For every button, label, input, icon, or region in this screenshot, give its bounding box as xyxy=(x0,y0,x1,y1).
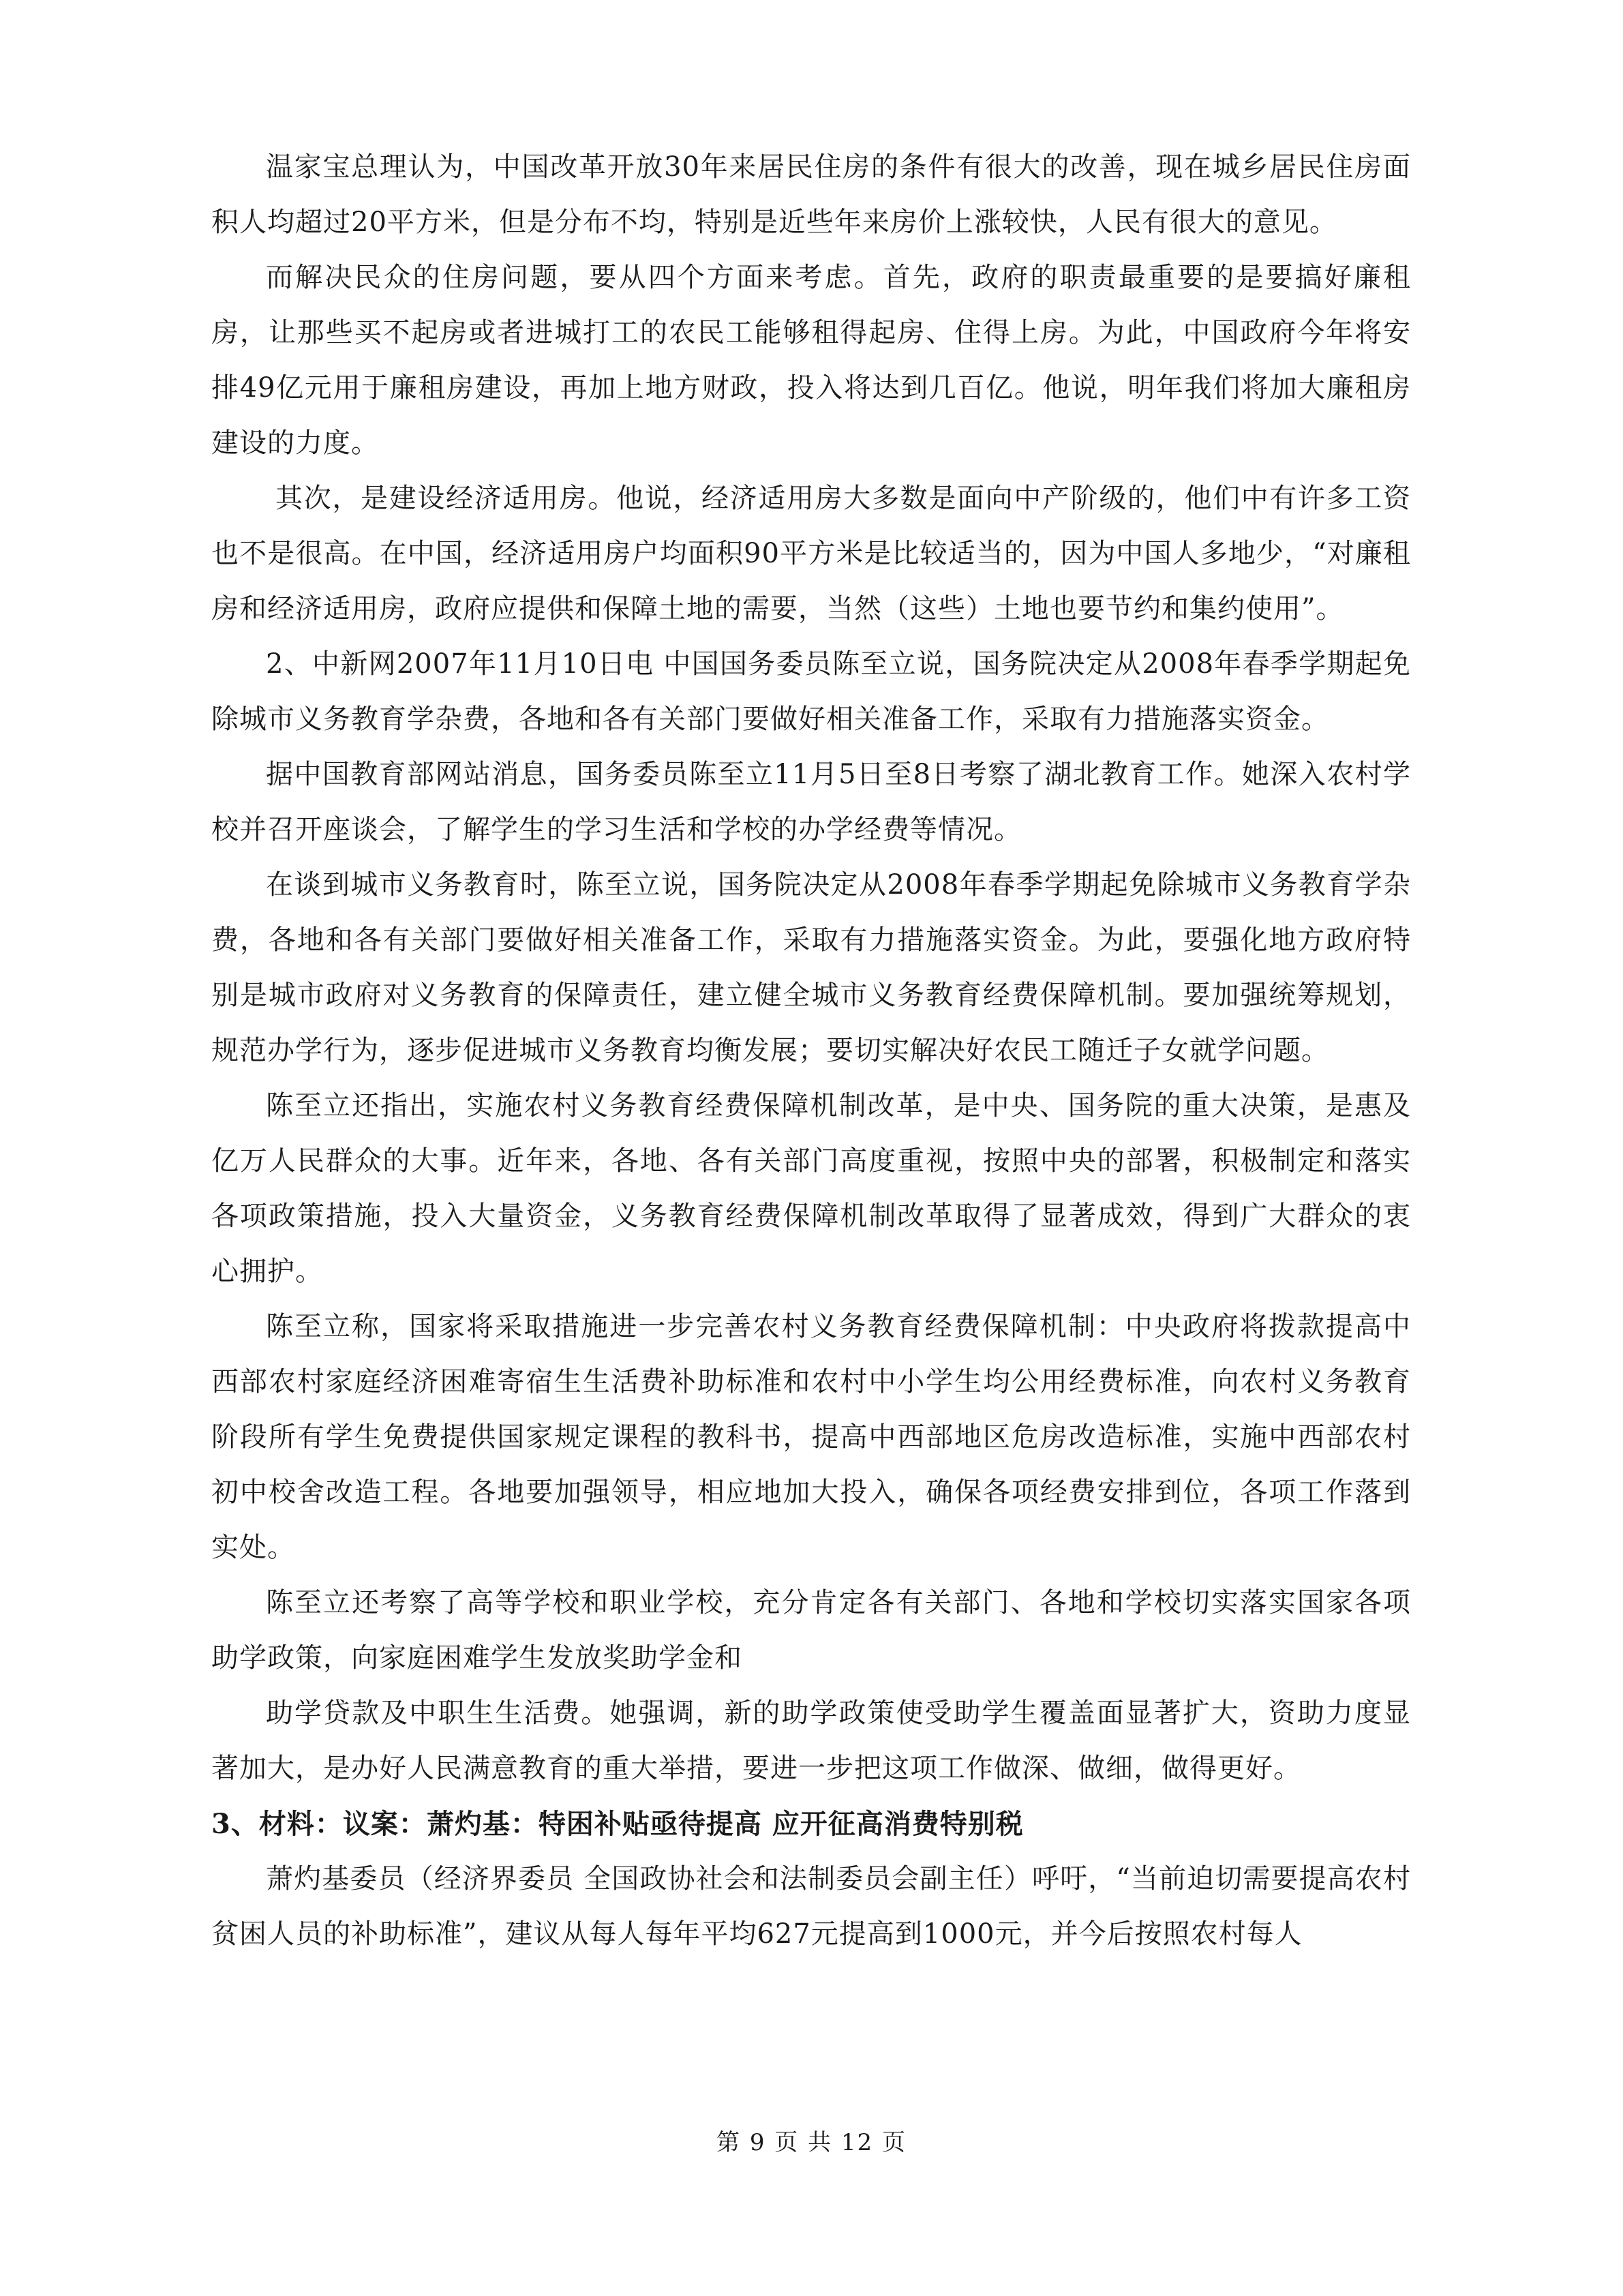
paragraph-low-rent-housing: 而解决民众的住房问题，要从四个方面来考虑。首先，政府的职责最重要的是要搞好廉租房，让那些买不起房或者进城打工的农民工能够租得起房、住得上房。为此，中国政府今年将安排49亿元用于廉租房建设，再加上地方财政，投入将达到几百亿。他说，明年我们将加大廉租房建设的力度。 xyxy=(211,262,1411,459)
paragraph-affordable-housing: 其次，是建设经济适用房。他说，经济适用房大多数是面向中产阶级的，他们中有许多工资也不是很高。在中国，经济适用房户均面积90平方米是比较适当的，因为中国人多地少，“对廉租房和经济适用房，政府应提供和保障土地的需要，当然（这些）土地也要节约和集约使用”。 xyxy=(211,483,1411,624)
section-heading-material-3: 3、材料：议案：萧灼基：特困补贴亟待提高 应开征高消费特别税 xyxy=(211,1808,1024,1840)
paragraph-xiao-zhuoji-proposal: 萧灼基委员（经济界委员 全国政协社会和法制委员会副主任）呼吁，“当前迫切需要提高农村贫困人员的补助标准”，建议从每人每年平均627元提高到1000元，并今后按照农村每人 xyxy=(211,1863,1411,1950)
paragraph-student-aid: 助学贷款及中职生生活费。她强调，新的助学政策使受助学生覆盖面显著扩大，资助力度显著加大，是办好人民满意教育的重大举措，要进一步把这项工作做深、做细，做得更好。 xyxy=(211,1697,1411,1784)
paragraph-rural-funding-reform: 陈至立还指出，实施农村义务教育经费保障机制改革，是中央、国务院的重大决策，是惠及亿万人民群众的大事。近年来，各地、各有关部门高度重视，按照中央的部署，积极制定和落实各项政策措施，投入大量资金，义务教育经费保障机制改革取得了显著成效，得到广大群众的衷心拥护。 xyxy=(211,1090,1411,1287)
paragraph-hubei-inspection: 据中国教育部网站消息，国务委员陈至立11月5日至8日考察了湖北教育工作。她深入农村学校并召开座谈会，了解学生的学习生活和学校的办学经费等情况。 xyxy=(211,759,1411,845)
document-body xyxy=(211,140,1411,1962)
paragraph-urban-compulsory-education: 在谈到城市义务教育时，陈至立说，国务院决定从2008年春季学期起免除城市义务教育学杂费，各地和各有关部门要做好相关准备工作，采取有力措施落实资金。为此，要强化地方政府特别是城市政府对义务教育的保障责任，建立健全城市义务教育经费保障机制。要加强统筹规划，规范办学行为，逐步促进城市义务教育均衡发展；要切实解决好农民工随迁子女就学问题。 xyxy=(211,869,1411,1066)
paragraph-improvement-measures: 陈至立称，国家将采取措施进一步完善农村义务教育经费保障机制：中央政府将拨款提高中西部农村家庭经济困难寄宿生生活费补助标准和农村中小学生均公用经费标准，向农村义务教育阶段所有学生免费提供国家规定课程的教科书，提高中西部地区危房改造标准，实施中西部农村初中校舍改造工程。各地要加强领导，相应地加大投入，确保各项经费安排到位，各项工作落到实处。 xyxy=(211,1311,1411,1563)
paragraph-tuition-exemption-news: 2、中新网2007年11月10日电 中国国务委员陈至立说，国务院决定从2008年春季学期起免除城市义务教育学杂费，各地和各有关部门要做好相关准备工作，采取有力措施落实资金。 xyxy=(211,648,1411,735)
paragraph-higher-education-visit: 陈至立还考察了高等学校和职业学校，充分肯定各有关部门、各地和学校切实落实国家各项助学政策，向家庭困难学生发放奖助学金和 xyxy=(211,1587,1411,1674)
paragraph-housing-conditions: 温家宝总理认为，中国改革开放30年来居民住房的条件有很大的改善，现在城乡居民住房面积人均超过20平方米，但是分布不均，特别是近些年来房价上涨较快，人民有很大的意见。 xyxy=(211,151,1411,238)
page-footer: 第 9 页 共 12 页 xyxy=(716,2129,907,2156)
